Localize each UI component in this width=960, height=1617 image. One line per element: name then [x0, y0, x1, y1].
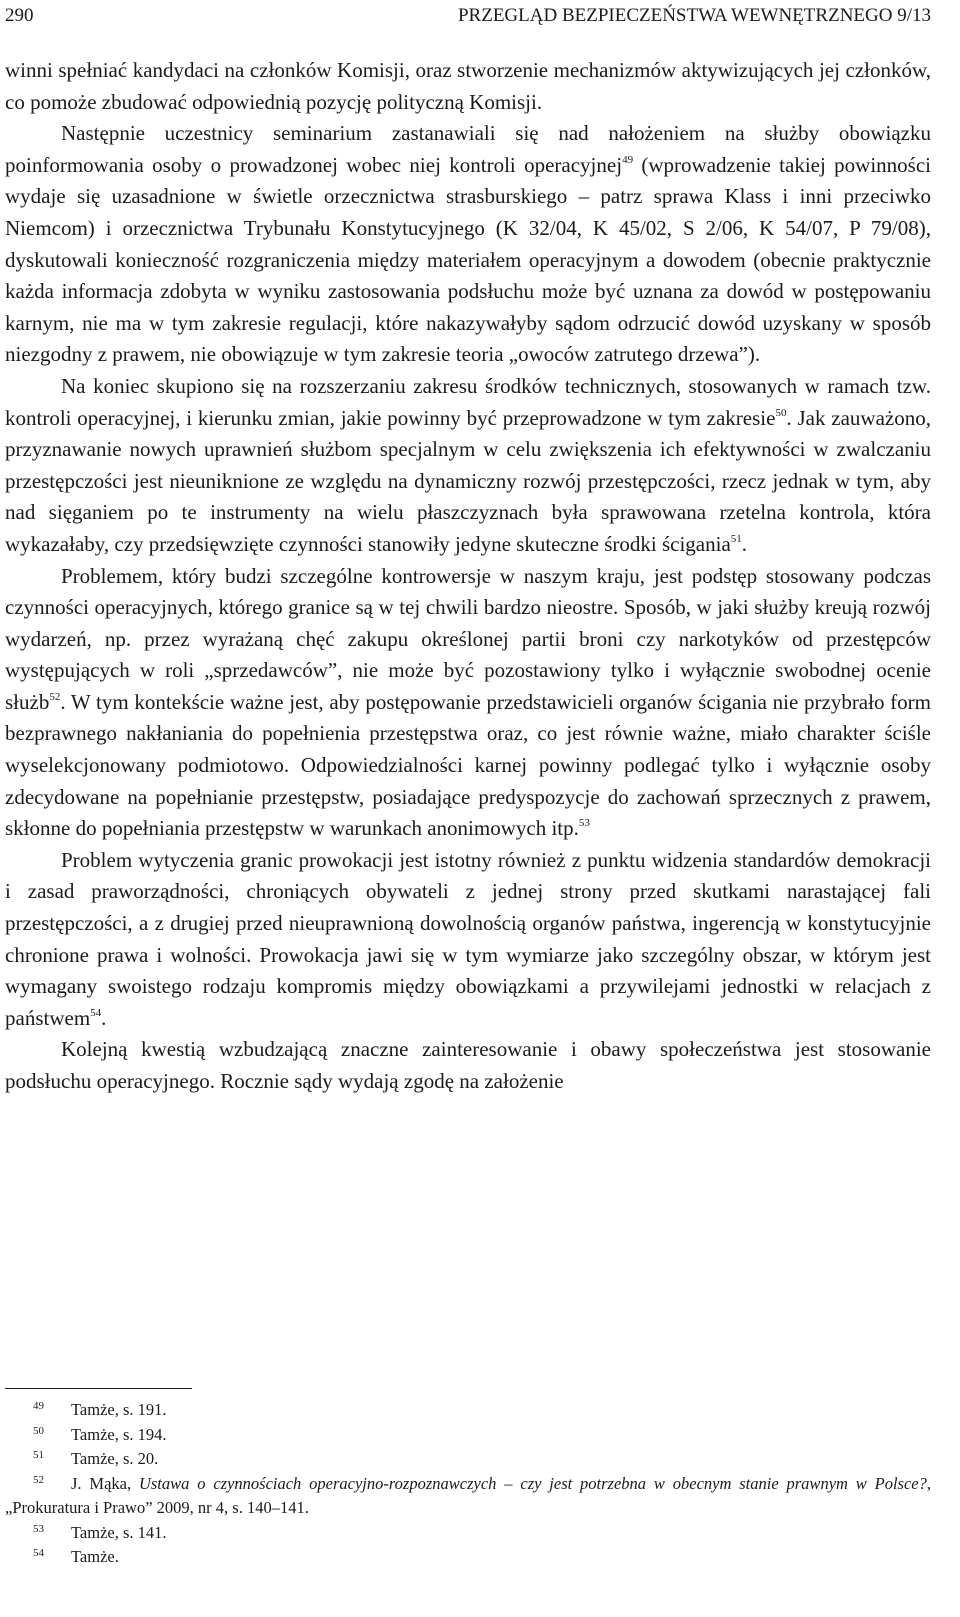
footnote-ref-51[interactable]: 51: [730, 532, 742, 545]
paragraph-3: Na koniec skupiono się na rozszerzaniu zakresu środków technicznych, stosowanych w ramach tzw. kontroli operacyjnej, i kierunku zmian, jakie powinny być przeprowadzone w tym zakresie$^{50}$. Jak zauważono, przyznawanie nowych uprawnień służbom specjalnym w celu zwiększenia ich efektywności w zwalczaniu przestępczości jest nieuniknione ze względu na dynamiczny rozwój przestępczości, rzecz jednak w tym, aby nad sięganiem po te instrumenty na wielu płaszczyznach była sprawowana rzetelna kontrola, która wykazałaby, czy przedsięwzięte czynności stanowiły jedyne skuteczne środki ścigania$^{51}$.: [5, 373, 931, 556]
journal-title: PRZEGLĄD BEZPIECZEŃSTWA WEWNĘTRZNEGO 9/13: [457, 5, 931, 26]
footnote-49: 49 Tamże, s. 191.: [33, 1400, 167, 1419]
footnote-51: 51 Tamże, s. 20.: [33, 1449, 159, 1468]
paragraph-4: Problemem, który budzi szczególne kontrowersje w naszym kraju, jest podstęp stosowany podczas czynności operacyjnych, którego granice są w tej chwili bardzo nieostre. Sposób, w jaki służby kreują rozwój wydarzeń, np. przez wyrażaną chęć zakupu określonej partii broni czy narkotyków od przestępców występujących w roli „sprzedawców”, nie może być pozostawiony tylko i wyłącznie swobodnej ocenie służb$^{52}$. W tym kontekście ważne jest, aby postępowanie przedstawicieli organów ścigania nie przybrało form bezprawnego nakłaniania do popełnienia przestępstwa oraz, co jest równie ważne, miało charakter ściśle wyselekcjonowany podmiotowo. Odpowiedzialności karnej powinny podlegać tylko i wyłącznie osoby zdecydowane na popełnianie przestępstw, posiadające predyspozycje do zachowań sprzecznych z prawem, skłonne do popełniania przestępstw w warunkach anonimowych itp.$^{53}$: [5, 563, 931, 841]
footnote-ref-52[interactable]: 52: [49, 690, 61, 703]
page-number: 290: [5, 5, 34, 26]
paragraph-1: winni spełniać kandydaci na członków Komisji, oraz stworzenie mechanizmów aktywizujących jej członków, co pomoże zbudować odpowiednią pozycję polityczną Komisji.: [5, 58, 931, 114]
footnotes: [5, 1398, 931, 1570]
footnote-separator: [5, 1388, 192, 1389]
paragraph-5: Problem wytyczenia granic prowokacji jest istotny również z punktu widzenia standardów demokracji i zasad praworządności, chroniących obywateli z jednej strony przed skutkami narastającej fali przestępczości, a z drugiej przed nieuprawnioną dowolnością organów państwa, ingerencją w konstytucyjnie chronione prawa i wolności. Prowokacja jawi się w tym wymiarze jako szczególny obszar, w którym jest wymagany swoistego rodzaju kompromis między obowiązkami a przywilejami jednostki w relacjach z państwem$^{54}$.: [5, 847, 931, 1030]
running-header: [5, 4, 931, 36]
footnote-ref-49[interactable]: 49: [622, 153, 634, 166]
footnote-52: 52 J. Mąka, Ustawa o czynnościach operacyjno-rozpoznawczych – czy jest potrzebna w obecnym stanie prawnym w Polsce?, „Prokuratura i Prawo” 2009, nr 4, s. 140–141.: [5, 1473, 931, 1517]
paragraph-2: Następnie uczestnicy seminarium zastanawiali się nad nałożeniem na służby obowiązku poinformowania osoby o prowadzonej wobec niej kontroli operacyjnej$^{49}$ (wprowadzenie takiej powinności wydaje się uzasadnione w świetle orzecznictwa strasburskiego – patrz sprawa Klass i inni przeciwko Niemcom) i orzecznictwa Trybunału Konstytucyjnego (K 32/04, K 45/02, S 2/06, K 54/07, P 79/08), dyskutowali konieczność rozgraniczenia między materiałem operacyjnym a dowodem (obecnie praktycznie każda informacja zdobyta w wyniku zastosowania podsłuchu może być uznana za dowód w postępowaniu karnym, nie ma w tym zakresie regulacji, które nakazywałyby sądom odrzucić dowód uzyskany w sposób niezgodny z prawem, nie obowiązuje w tym zakresie teoria „owoców zatrutego drzewa”).: [5, 121, 931, 367]
cited-work-title: Ustawa o czynnościach operacyjno-rozpoznawczych – czy jest potrzebna w obecnym stanie prawnym w Polsce?: [138, 1473, 927, 1493]
footnote-ref-50[interactable]: 50: [775, 406, 787, 419]
paragraph-6: Kolejną kwestią wzbudzającą znaczne zainteresowanie i obawy społeczeństwa jest stosowanie podsłuchu operacyjnego. Rocznie sądy wydają zgodę na założenie: [5, 1037, 931, 1093]
footnote-53: 53 Tamże, s. 141.: [33, 1522, 167, 1542]
main-text: [5, 55, 931, 1098]
footnote-ref-54[interactable]: 54: [90, 1006, 102, 1019]
footnote-54: 54 Tamże.: [33, 1547, 119, 1566]
footnote-ref-53[interactable]: 53: [578, 817, 590, 830]
footnote-50: 50 Tamże, s. 194.: [33, 1424, 167, 1444]
